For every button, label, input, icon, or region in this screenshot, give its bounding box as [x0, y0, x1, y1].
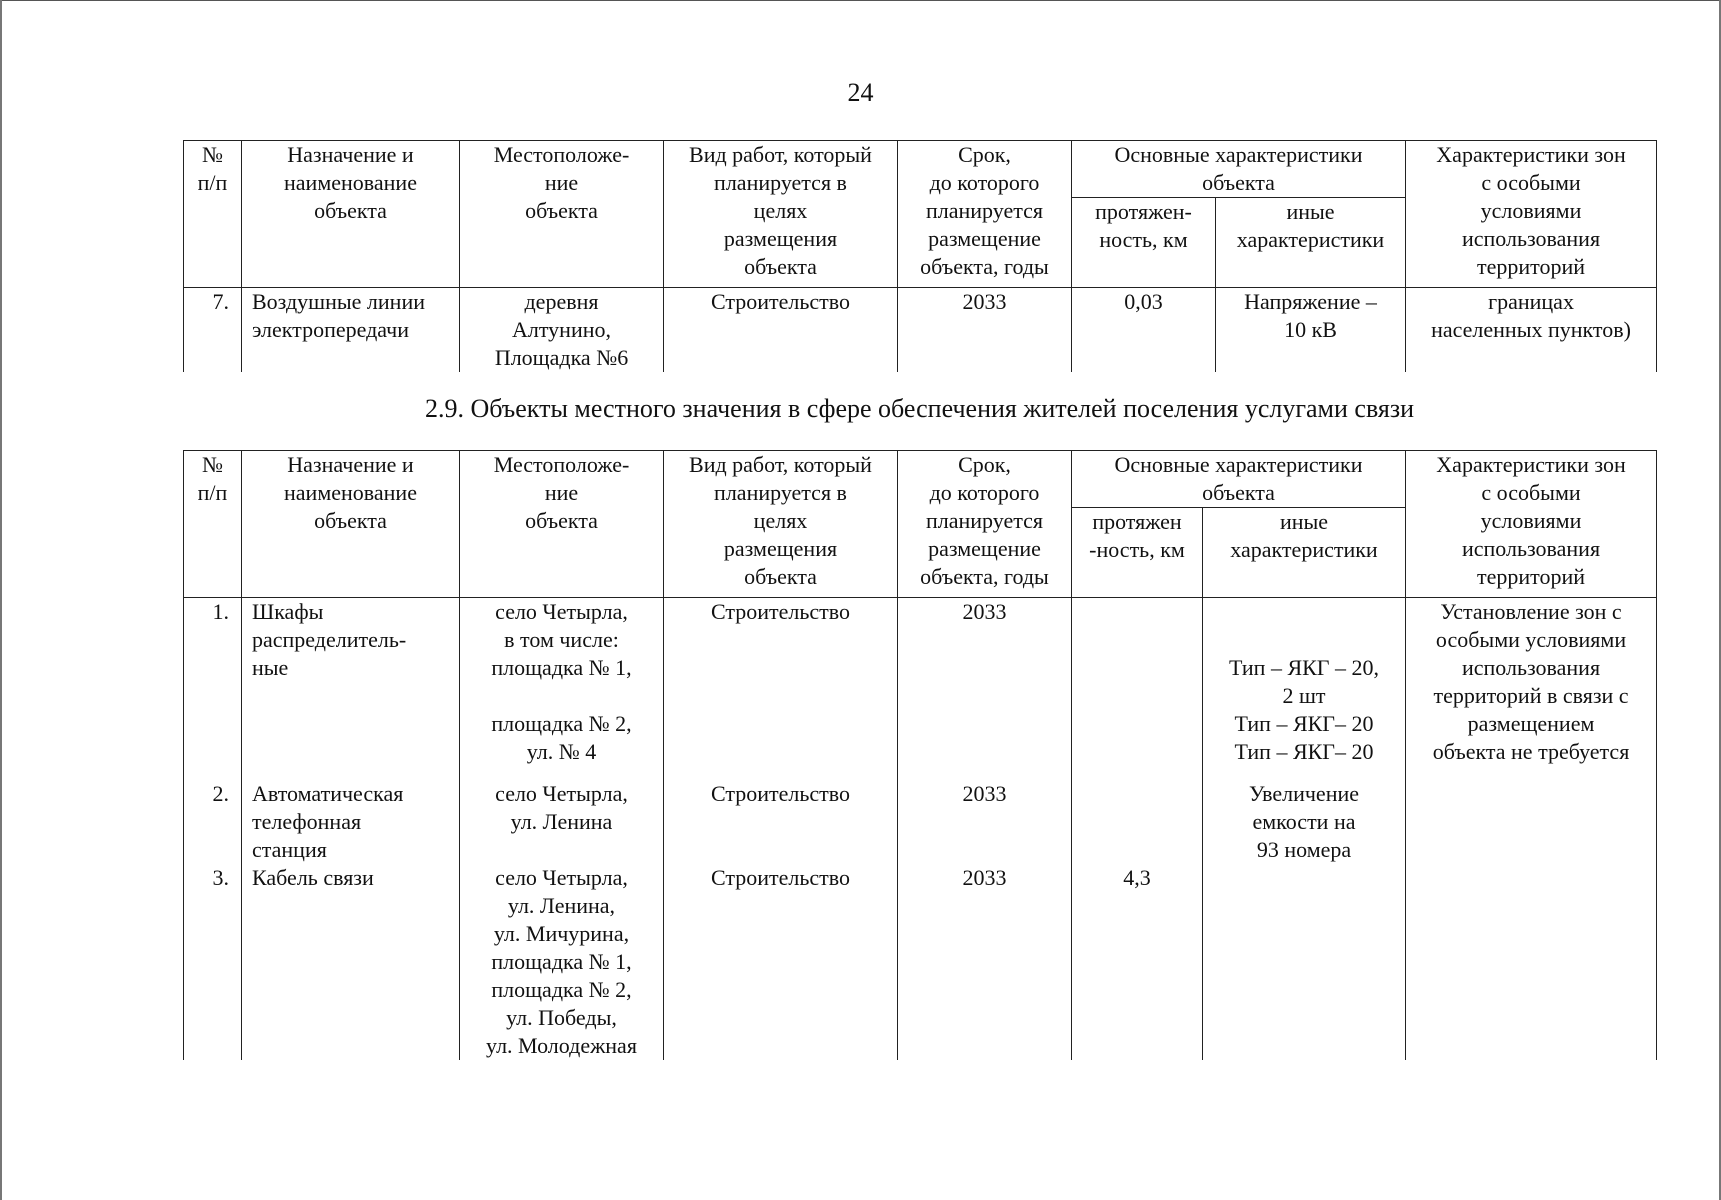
cell-length: 0,03 [1072, 288, 1216, 373]
location-part: село Четырла, в том числе: площадка № 1, [491, 599, 632, 680]
cell-length [1072, 598, 1203, 780]
header-zones: Характеристики зон с особыми условиями использования территорий [1406, 451, 1657, 598]
header-term: Срок, до которого планируется размещение объекта, годы [898, 451, 1072, 598]
cell-zones [1406, 864, 1657, 1060]
header-work-type: Вид работ, который планируется в целях размещения объекта [664, 451, 898, 598]
other-part: Тип – ЯКГ – 20, 2 шт [1229, 655, 1380, 708]
cell-other-characteristics [1203, 598, 1406, 780]
cell-num: 7. [184, 288, 242, 373]
cell-location: село Четырла, ул. Ленина, ул. Мичурина, площадка № 1, площадка № 2, ул. Победы, ул. Молодежная [460, 864, 664, 1060]
cell-name: Шкафы распределитель- ные [242, 598, 460, 780]
header-zones: Характеристики зон с особыми условиями использования территорий [1406, 141, 1657, 288]
cell-zones: границах населенных пунктов) [1406, 288, 1657, 373]
cell-term: 2033 [898, 780, 1072, 864]
header-length: протяжен -ность, км [1072, 508, 1203, 598]
header-term: Срок, до которого планируется размещение объекта, годы [898, 141, 1072, 288]
cell-length [1072, 780, 1203, 864]
section-title: 2.9. Объекты местного значения в сфере обеспечения жителей поселения услугами связи [424, 394, 1415, 423]
header-other-characteristics: иные характеристики [1216, 198, 1406, 288]
cell-location [460, 598, 664, 780]
table-power-lines [183, 140, 1657, 372]
cell-length: 4,3 [1072, 864, 1203, 1060]
cell-term: 2033 [898, 598, 1072, 780]
cell-zones [1406, 780, 1657, 864]
header-location: Местоположе- ние объекта [460, 451, 664, 598]
cell-location: деревня Алтунино, Площадка №6 [460, 288, 664, 373]
cell-num: 1. [184, 598, 242, 780]
page-number: 24 [847, 78, 874, 107]
cell-name: Воздушные линии электропередачи [242, 288, 460, 373]
header-length: протяжен- ность, км [1072, 198, 1216, 288]
cell-work-type: Строительство [664, 598, 898, 780]
cell-num: 3. [184, 864, 242, 1060]
cell-name: Автоматическая телефонная станция [242, 780, 460, 864]
cell-work-type: Строительство [664, 288, 898, 373]
other-part: Тип – ЯКГ– 20 Тип – ЯКГ– 20 [1234, 711, 1374, 764]
header-main-characteristics: Основные характеристики объекта [1072, 141, 1406, 198]
cell-work-type: Строительство [664, 864, 898, 1060]
table-row [184, 864, 1657, 1060]
cell-other-characteristics: Напряжение – 10 кВ [1216, 288, 1406, 373]
header-location: Местоположе- ние объекта [460, 141, 664, 288]
cell-other-characteristics [1203, 864, 1406, 1060]
header-name: Назначение и наименование объекта [242, 451, 460, 598]
header-num: № п/п [184, 451, 242, 598]
scan-border-left [0, 0, 2, 1200]
cell-other-characteristics: Увеличение емкости на 93 номера [1203, 780, 1406, 864]
cell-location: село Четырла, ул. Ленина [460, 780, 664, 864]
header-num: № п/п [184, 141, 242, 288]
cell-term: 2033 [898, 864, 1072, 1060]
table-row [184, 288, 1657, 373]
cell-work-type: Строительство [664, 780, 898, 864]
cell-term: 2033 [898, 288, 1072, 373]
scan-border-top [0, 0, 1721, 1]
header-name: Назначение и наименование объекта [242, 141, 460, 288]
cell-name: Кабель связи [242, 864, 460, 1060]
table-row [184, 780, 1657, 864]
cell-zones: Установление зон с особыми условиями использования территорий в связи с размещением объекта не требуется [1406, 598, 1657, 780]
table-row [184, 598, 1657, 780]
header-other-characteristics: иные характеристики [1203, 508, 1406, 598]
table-communication-objects [183, 450, 1657, 1060]
cell-num: 2. [184, 780, 242, 864]
location-part: площадка № 2, ул. № 4 [491, 711, 632, 764]
header-work-type: Вид работ, который планируется в целях размещения объекта [664, 141, 898, 288]
header-main-characteristics: Основные характеристики объекта [1072, 451, 1406, 508]
